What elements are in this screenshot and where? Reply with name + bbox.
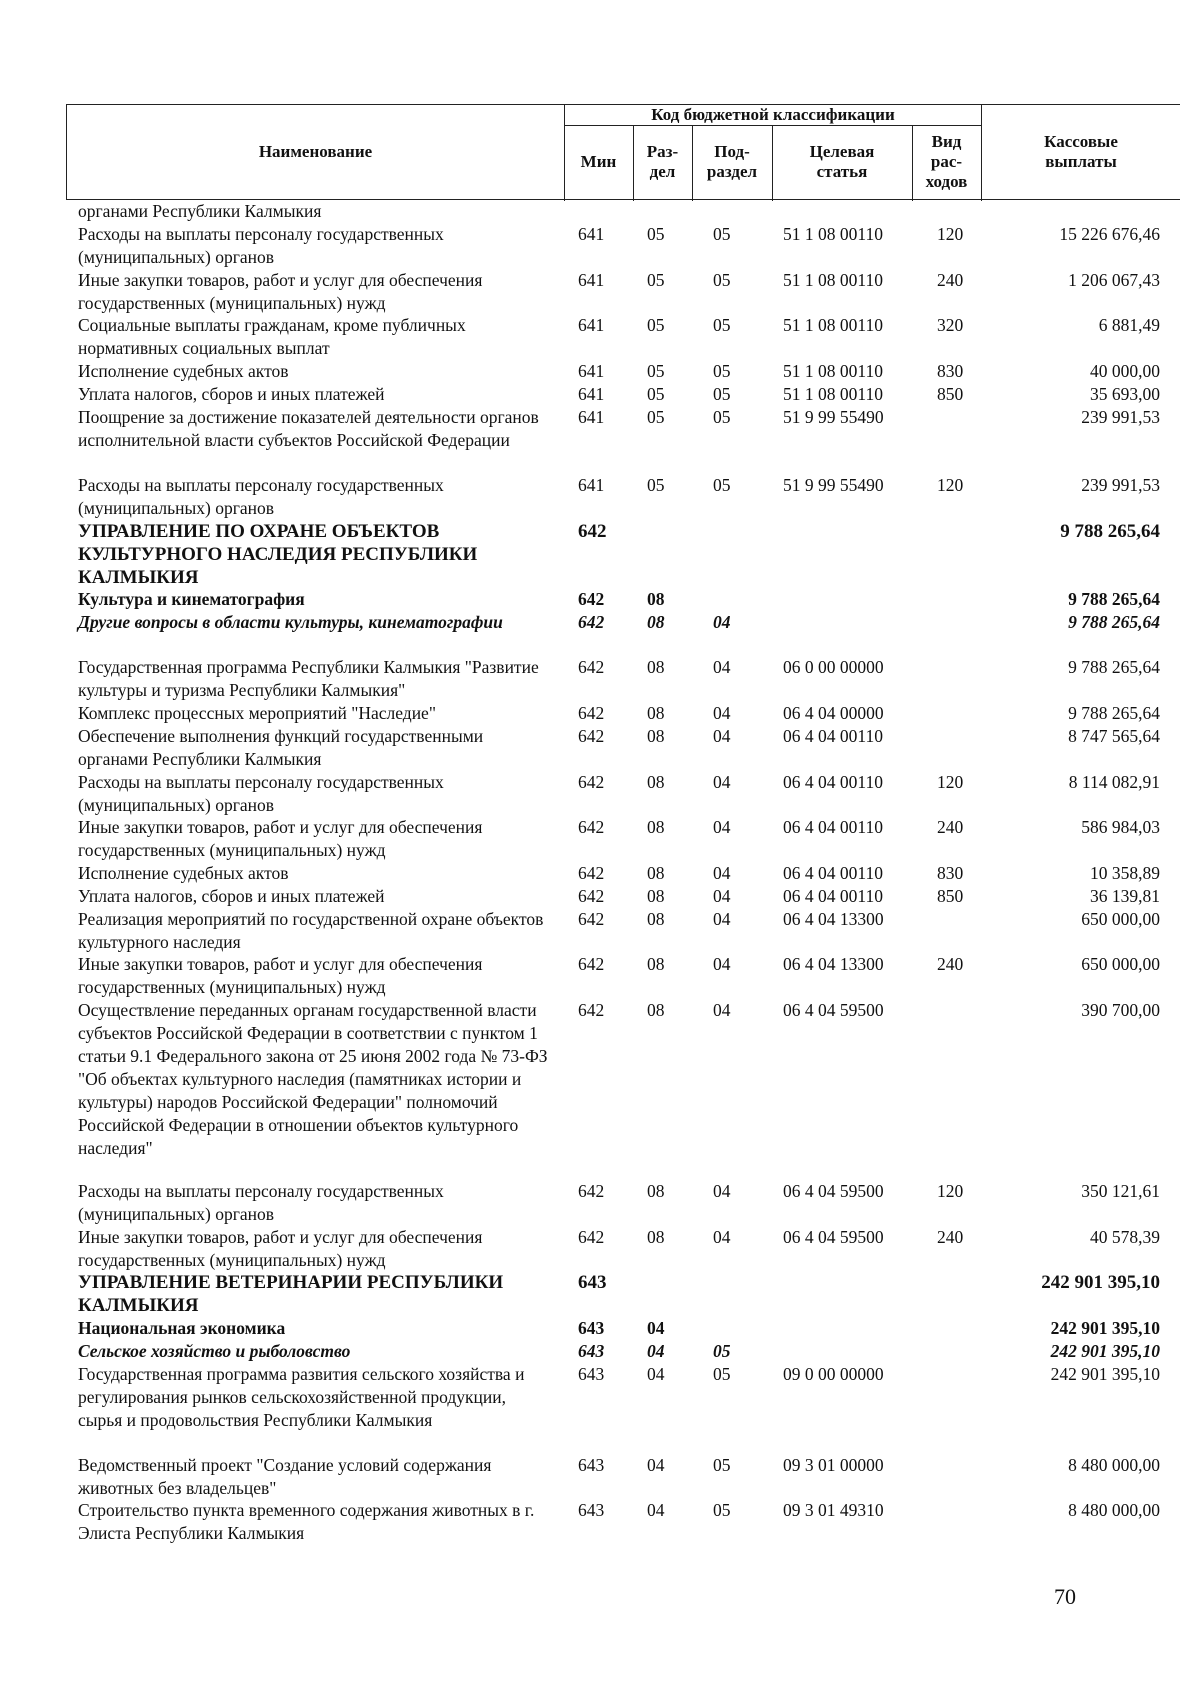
row-sum: 350 121,61 <box>1081 1181 1160 1202</box>
row-min: 641 <box>578 406 605 427</box>
row-name: Исполнение судебных актов <box>78 360 289 381</box>
row-sum: 242 901 395,10 <box>1050 1364 1160 1384</box>
row-min: 642 <box>578 771 605 792</box>
row-sum: 9 788 265,64 <box>1068 588 1160 609</box>
row-sum: 1 206 067,43 <box>1068 269 1160 290</box>
column-header-celevaya: Целевая статья <box>809 142 875 181</box>
row-razdel: 05 <box>647 475 665 495</box>
row-vid: 120 <box>937 224 964 244</box>
row-sum: 8 747 565,64 <box>1068 726 1160 746</box>
row-podrazdel: 04 <box>713 726 731 746</box>
row-podrazdel: 04 <box>713 1181 731 1202</box>
row-celevaya: 51 9 99 55490 <box>783 406 884 427</box>
row-celevaya: 51 1 08 00110 <box>783 269 883 290</box>
row-razdel: 08 <box>647 1181 665 1202</box>
page-number: 70 <box>1054 1584 1076 1609</box>
row-celevaya: 06 4 04 00110 <box>783 817 883 838</box>
row-celevaya: 06 4 04 59500 <box>783 1226 884 1247</box>
row-min: 641 <box>578 360 605 381</box>
row-min: 643 <box>578 1364 605 1384</box>
row-podrazdel: 04 <box>713 703 731 723</box>
row-podrazdel: 04 <box>713 862 731 883</box>
row-name: Иные закупки товаров, работ и услуг для обеспечения государственных (муниципальных) нужд <box>78 269 483 313</box>
row-sum: 36 139,81 <box>1090 885 1160 906</box>
column-header-razdel: Раз- дел <box>646 142 679 181</box>
row-min: 642 <box>578 611 605 632</box>
column-header-vid: Вид рас- ходов <box>925 132 968 191</box>
row-min: 641 <box>578 315 605 336</box>
row-sum: 8 114 082,91 <box>1068 771 1160 792</box>
row-sum: 35 693,00 <box>1090 383 1160 404</box>
row-vid: 240 <box>937 1226 964 1247</box>
row-name: Расходы на выплаты персоналу государственных (муниципальных) органов <box>78 475 444 518</box>
row-vid: 320 <box>937 315 964 336</box>
row-min: 642 <box>578 1226 605 1247</box>
row-name: Иные закупки товаров, работ и услуг для обеспечения государственных (муниципальных) нужд <box>78 1226 483 1270</box>
row-razdel: 05 <box>647 360 665 381</box>
row-sum: 9 788 265,64 <box>1068 611 1160 632</box>
row-razdel: 08 <box>647 611 665 632</box>
row-min: 641 <box>578 224 605 244</box>
row-podrazdel: 05 <box>713 475 731 495</box>
row-min: 642 <box>578 1000 605 1020</box>
row-min: 643 <box>578 1341 605 1361</box>
row-razdel: 08 <box>647 885 665 906</box>
row-razdel: 05 <box>647 406 665 427</box>
row-name: Сельское хозяйство и рыболовство <box>78 1341 351 1361</box>
row-razdel: 08 <box>647 862 665 883</box>
row-podrazdel: 04 <box>713 954 731 975</box>
row-min: 642 <box>578 885 605 906</box>
row-name: Исполнение судебных актов <box>78 862 289 883</box>
column-header-name: Наименование <box>258 142 373 161</box>
row-sum: 10 358,89 <box>1090 862 1160 883</box>
row-vid: 240 <box>937 954 964 975</box>
row-sum: 40 578,39 <box>1090 1226 1160 1247</box>
row-min: 642 <box>578 726 605 746</box>
row-razdel: 08 <box>647 771 665 792</box>
row-name: Иные закупки товаров, работ и услуг для обеспечения государственных (муниципальных) нужд <box>78 954 483 998</box>
row-podrazdel: 04 <box>713 1226 731 1247</box>
column-header-min: Мин <box>580 152 617 171</box>
row-min: 642 <box>578 588 605 609</box>
row-razdel: 05 <box>647 224 665 244</box>
row-sum: 9 788 265,64 <box>1068 657 1160 678</box>
row-name: Строительство пункта временного содержания животных в г. Элиста Республики Калмыкия <box>78 1500 535 1544</box>
row-vid: 120 <box>937 475 964 495</box>
row-razdel: 08 <box>647 908 665 929</box>
row-min: 642 <box>578 1181 605 1202</box>
row-vid: 240 <box>937 817 964 838</box>
row-podrazdel: 05 <box>713 224 731 244</box>
row-sum: 239 991,53 <box>1081 475 1160 495</box>
row-min: 642 <box>578 703 605 723</box>
row-name: Обеспечение выполнения функций государственными органами Республики Калмыкия <box>78 726 484 769</box>
row-vid: 850 <box>937 885 964 906</box>
row-name: Иные закупки товаров, работ и услуг для обеспечения государственных (муниципальных) нужд <box>78 817 483 861</box>
row-sum: 9 788 265,64 <box>1060 520 1160 542</box>
row-min: 643 <box>578 1318 605 1338</box>
row-sum: 8 480 000,00 <box>1068 1500 1160 1521</box>
row-razdel: 05 <box>647 383 665 404</box>
row-name: Национальная экономика <box>78 1318 286 1338</box>
row-razdel: 08 <box>647 817 665 838</box>
row-podrazdel: 05 <box>713 269 731 290</box>
table-header <box>66 104 1180 200</box>
row-celevaya: 06 4 04 00110 <box>783 885 883 906</box>
row-razdel: 08 <box>647 726 665 746</box>
row-name: Расходы на выплаты персоналу государственных (муниципальных) органов <box>78 1181 444 1225</box>
row-name: Реализация мероприятий по государственной охране объектов культурного наследия <box>78 908 544 952</box>
row-razdel: 08 <box>647 954 665 975</box>
row-celevaya: 06 4 04 00000 <box>783 703 884 723</box>
row-sum: 650 000,00 <box>1081 954 1160 975</box>
row-sum: 586 984,03 <box>1081 817 1160 838</box>
row-min: 643 <box>578 1500 605 1521</box>
row-min: 641 <box>578 383 605 404</box>
row-name: Социальные выплаты гражданам, кроме публичных нормативных социальных выплат <box>78 315 466 359</box>
row-sum: 15 226 676,46 <box>1059 224 1160 244</box>
row-razdel: 05 <box>647 269 665 290</box>
row-name: Поощрение за достижение показателей деятельности органов исполнительной власти субъектов Российской Федерации <box>78 406 539 450</box>
row-vid: 120 <box>937 771 964 792</box>
row-razdel: 08 <box>647 1226 665 1247</box>
row-celevaya: 51 9 99 55490 <box>783 475 884 495</box>
row-min: 642 <box>578 520 607 542</box>
row-name: Культура и кинематография <box>78 588 305 609</box>
row-name: Уплата налогов, сборов и иных платежей <box>78 383 385 404</box>
row-podrazdel: 05 <box>713 406 731 427</box>
row-celevaya: 09 3 01 00000 <box>783 1454 884 1475</box>
row-podrazdel: 05 <box>713 1341 731 1361</box>
row-razdel: 04 <box>647 1318 665 1338</box>
row-sum: 242 901 395,10 <box>1050 1341 1160 1361</box>
row-min: 641 <box>578 269 605 290</box>
row-celevaya: 51 1 08 00110 <box>783 224 883 244</box>
row-name: Другие вопросы в области культуры, кинематографии <box>78 611 503 632</box>
row-min: 643 <box>578 1272 607 1294</box>
row-name: Осуществление переданных органам государственной власти субъектов Российской Федерации в соответствии с пунктом 1 статьи 9.1 Федерального закона от 25 июня 2002 года № 73-ФЗ "Об объектах культурного наследия (памятниках истории и культуры) народов Российской Федерации" полномочий Российской Федерации в отношении объектов культурного наследия" <box>78 1000 548 1158</box>
row-podrazdel: 05 <box>713 360 731 381</box>
row-celevaya: 06 4 04 00110 <box>783 726 883 746</box>
row-celevaya: 51 1 08 00110 <box>783 315 883 336</box>
row-celevaya: 09 3 01 49310 <box>783 1500 884 1521</box>
row-razdel: 08 <box>647 588 665 609</box>
row-min: 641 <box>578 475 605 495</box>
row-podrazdel: 05 <box>713 1500 731 1521</box>
row-podrazdel: 05 <box>713 383 731 404</box>
row-podrazdel: 04 <box>713 611 731 632</box>
column-header-podrazdel: Под- раздел <box>706 142 758 181</box>
row-podrazdel: 04 <box>713 885 731 906</box>
row-sum: 40 000,00 <box>1090 360 1160 381</box>
row-razdel: 04 <box>647 1500 665 1521</box>
row-podrazdel: 05 <box>713 1364 731 1384</box>
row-name: Уплата налогов, сборов и иных платежей <box>78 885 385 906</box>
row-celevaya: 09 0 00 00000 <box>783 1364 884 1384</box>
row-sum: 242 901 395,10 <box>1050 1318 1160 1338</box>
row-min: 643 <box>578 1454 605 1475</box>
row-podrazdel: 04 <box>713 1000 731 1020</box>
row-name: Государственная программа Республики Калмыкия "Развитие культуры и туризма Республики Калмыкия" <box>78 657 539 701</box>
row-name: УПРАВЛЕНИЕ ВЕТЕРИНАРИИ РЕСПУБЛИКИ КАЛМЫКИЯ <box>78 1272 504 1317</box>
row-min: 642 <box>578 817 605 838</box>
row-celevaya: 51 1 08 00110 <box>783 383 883 404</box>
row-celevaya: 06 4 04 00110 <box>783 862 883 883</box>
row-razdel: 08 <box>647 703 665 723</box>
row-celevaya: 51 1 08 00110 <box>783 360 883 381</box>
row-name: Комплекс процессных мероприятий "Наследие" <box>78 703 436 723</box>
row-vid: 850 <box>937 383 964 404</box>
row-sum: 242 901 395,10 <box>1041 1272 1160 1294</box>
row-sum: 650 000,00 <box>1081 908 1160 929</box>
row-sum: 9 788 265,64 <box>1068 703 1160 723</box>
row-name: органами Республики Калмыкия <box>78 201 322 221</box>
row-podrazdel: 04 <box>713 817 731 838</box>
row-name: Государственная программа развития сельского хозяйства и регулирования рынков сельскохозяйственной продукции, сырья и продовольствия Республики Калмыкия <box>78 1364 525 1430</box>
row-podrazdel: 04 <box>713 657 731 678</box>
column-group-code: Код бюджетной классификации <box>651 105 895 124</box>
row-name: Расходы на выплаты персоналу государственных (муниципальных) органов <box>78 224 444 267</box>
row-sum: 239 991,53 <box>1081 406 1160 427</box>
row-vid: 120 <box>937 1181 964 1202</box>
row-name: УПРАВЛЕНИЕ ПО ОХРАНЕ ОБЪЕКТОВ КУЛЬТУРНОГО НАСЛЕДИЯ РЕСПУБЛИКИ КАЛМЫКИЯ <box>78 520 478 588</box>
row-sum: 8 480 000,00 <box>1068 1454 1160 1475</box>
row-podrazdel: 05 <box>713 315 731 336</box>
row-celevaya: 06 4 04 00110 <box>783 771 883 792</box>
row-razdel: 04 <box>647 1341 665 1361</box>
row-razdel: 08 <box>647 657 665 678</box>
row-vid: 830 <box>937 862 964 883</box>
row-min: 642 <box>578 908 605 929</box>
row-vid: 830 <box>937 360 964 381</box>
row-vid: 240 <box>937 269 964 290</box>
row-min: 642 <box>578 862 605 883</box>
row-min: 642 <box>578 954 605 975</box>
row-name: Расходы на выплаты персоналу государственных (муниципальных) органов <box>78 771 444 815</box>
row-celevaya: 06 4 04 13300 <box>783 954 884 975</box>
row-podrazdel: 05 <box>713 1454 731 1475</box>
row-razdel: 04 <box>647 1364 665 1384</box>
row-razdel: 08 <box>647 1000 665 1020</box>
row-celevaya: 06 0 00 00000 <box>783 657 884 678</box>
row-celevaya: 06 4 04 59500 <box>783 1181 884 1202</box>
row-sum: 390 700,00 <box>1081 1000 1160 1020</box>
row-razdel: 05 <box>647 315 665 336</box>
row-name: Ведомственный проект "Создание условий содержания животных без владельцев" <box>78 1454 492 1498</box>
row-celevaya: 06 4 04 59500 <box>783 1000 884 1020</box>
row-podrazdel: 04 <box>713 771 731 792</box>
row-celevaya: 06 4 04 13300 <box>783 908 884 929</box>
row-razdel: 04 <box>647 1454 665 1475</box>
row-min: 642 <box>578 657 605 678</box>
row-podrazdel: 04 <box>713 908 731 929</box>
row-sum: 6 881,49 <box>1098 315 1160 336</box>
column-header-sum: Кассовые выплаты <box>1044 132 1118 171</box>
